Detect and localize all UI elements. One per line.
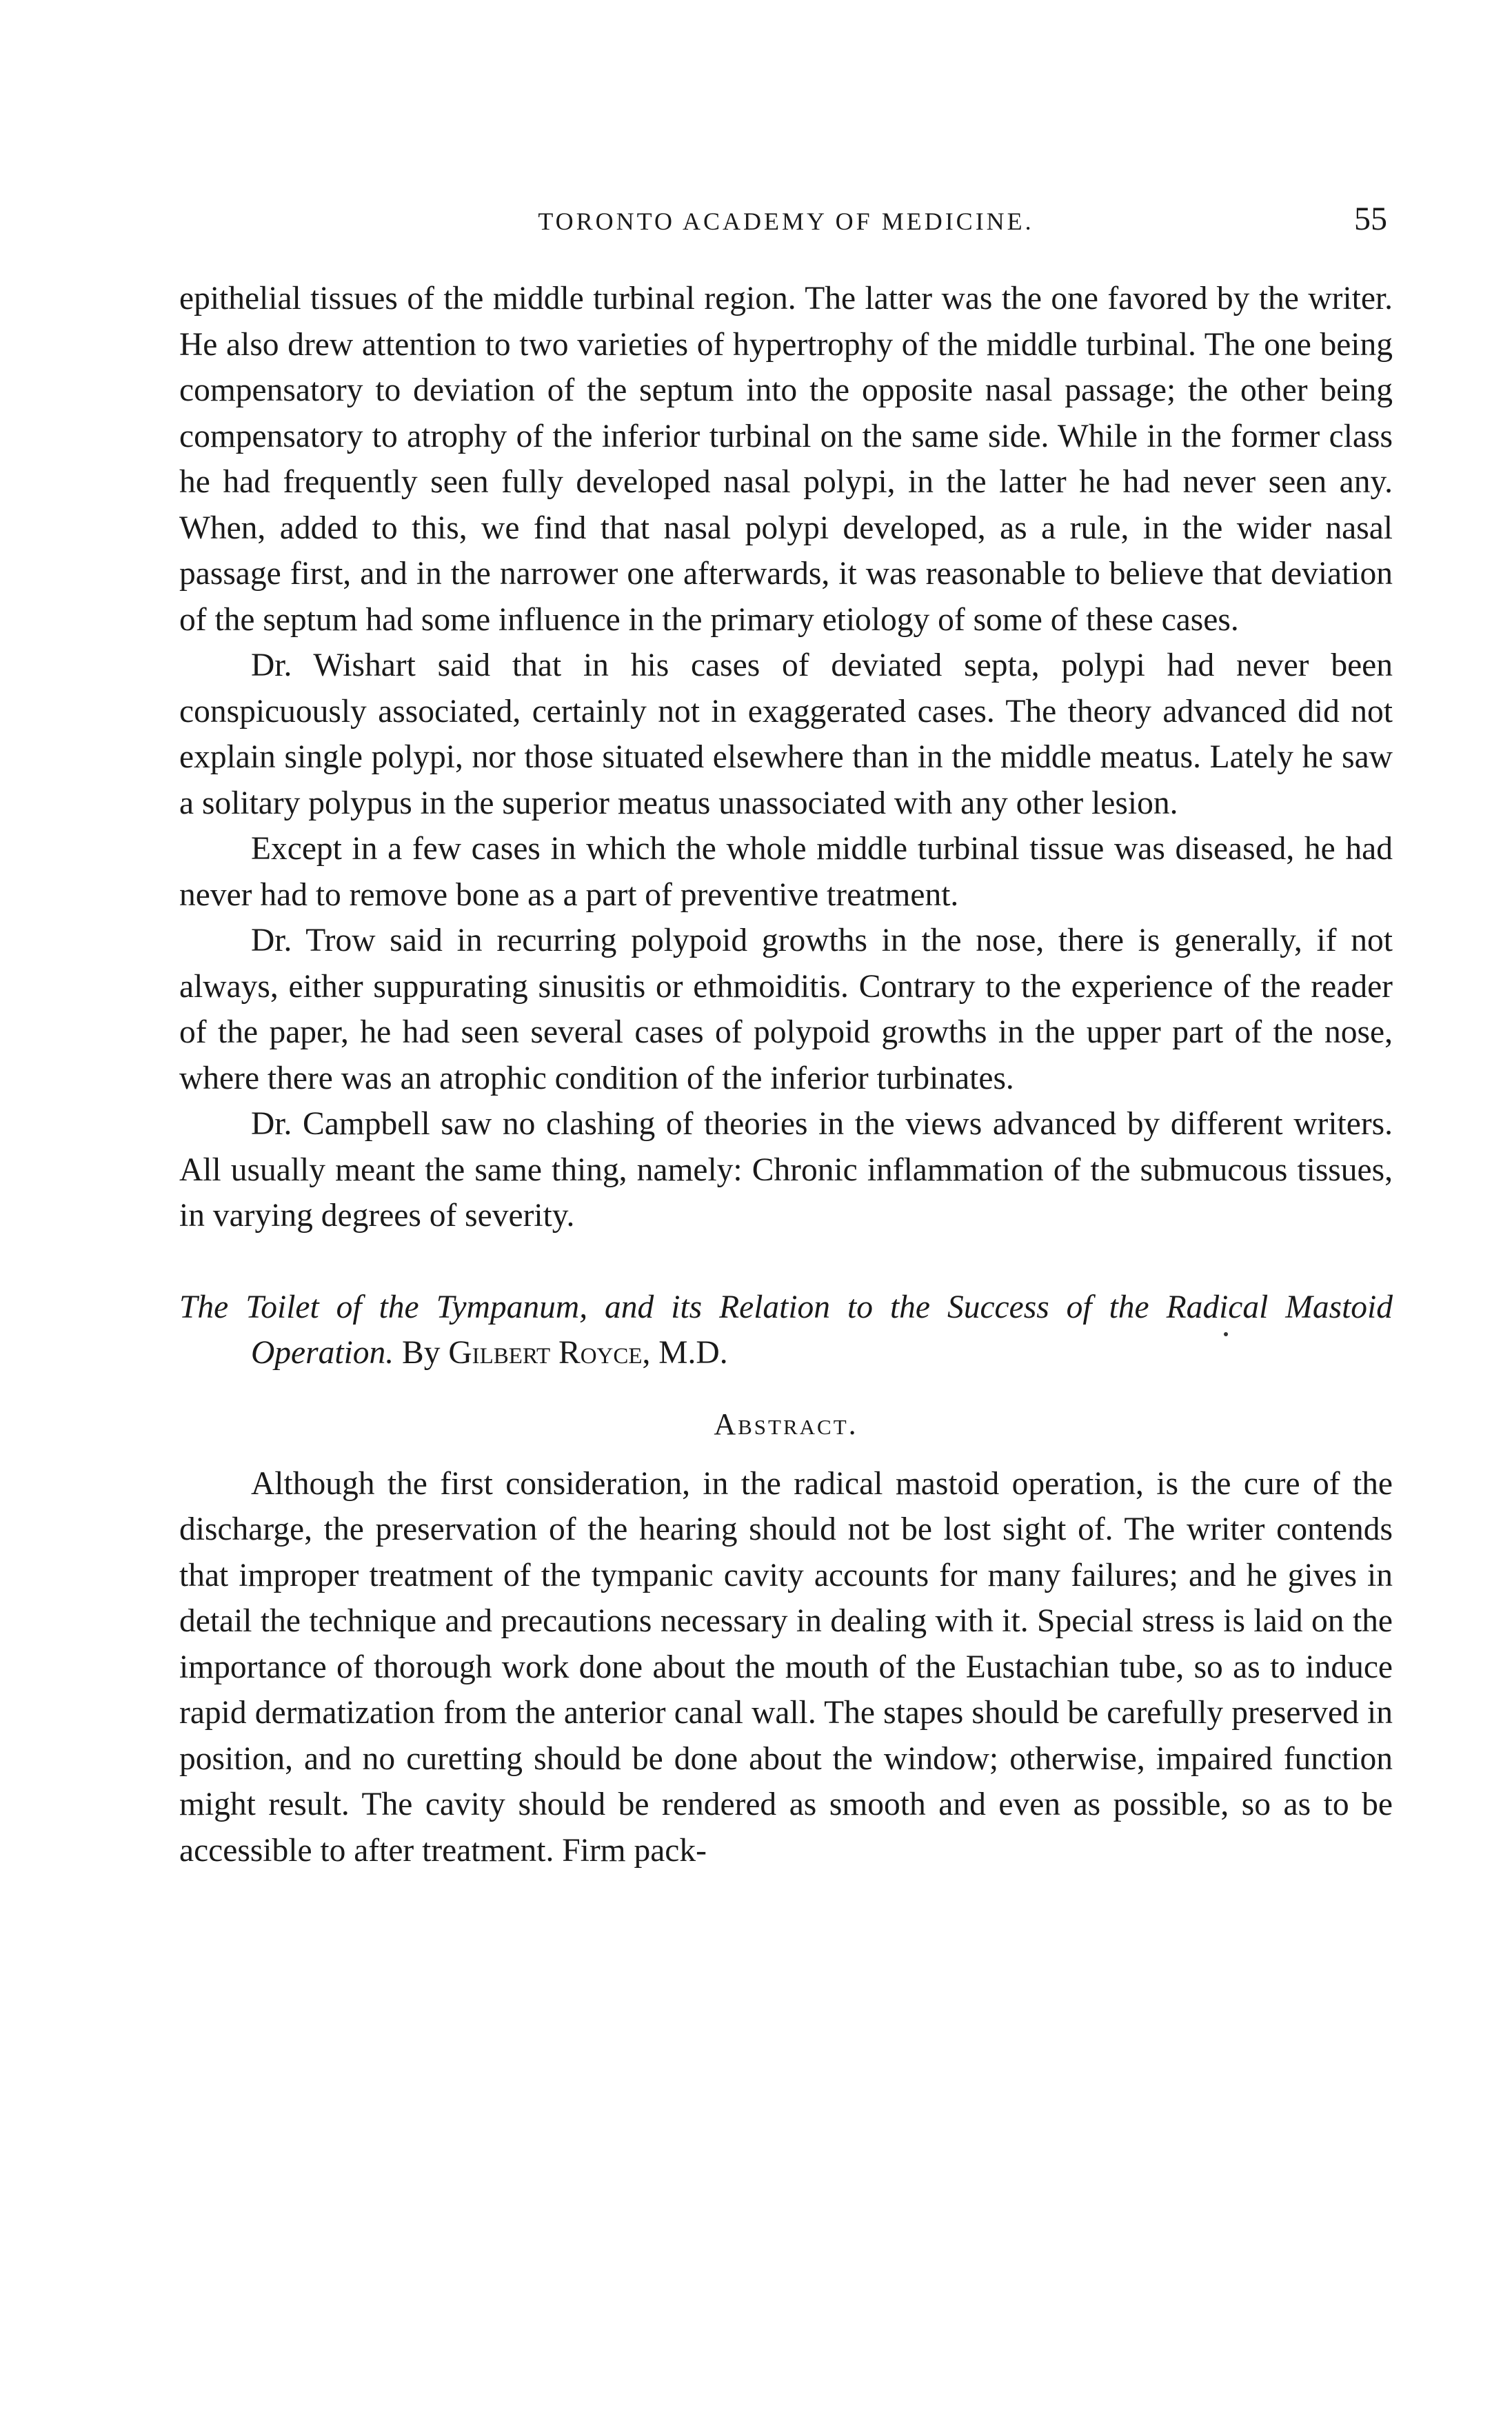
author-degree: , M.D. <box>642 1335 728 1371</box>
page-number: 55 <box>1354 201 1387 237</box>
running-head: TORONTO ACADEMY OF MEDICINE. <box>538 208 1034 235</box>
discussion-paragraph: Dr. Wishart said that in his cases of deviated septa, polypi had never been conspicuously associated, certainly not in exaggerated cases. The theory advanced did not explain single polypi, nor those situated elsewhere than in the middle meatus. Lately he saw a solitary polypus in the superior meatus unassociated with any other lesion. <box>179 647 1393 821</box>
abstract-paragraph: Although the first consideration, in the radical mastoid operation, is the cure of the discharge, the preservation of the hearing should not be lost sight of. The writer contends that improper treatment of the tympanic cavity accounts for many failures; and he gives in detail the technique and precautions necessary in dealing with it. Special stress is laid on the importance of thorough work done about the mouth of the Eustachian tube, so as to induce rapid dermatization from the anterior canal wall. The stapes should be carefully preserved in position, and no curetting should be done about the window; otherwise, impaired function might result. The cavity should be rendered as smooth and even as possible, so as to be accessible to after treatment. Firm pack- <box>179 1465 1393 1869</box>
abstract-heading: Abstract. <box>714 1407 858 1441</box>
page-header <box>179 200 1393 255</box>
discussion-paragraph: Dr. Campbell saw no clashing of theories in the views advanced by different writers. All usually meant the same thing, namely: Chronic inflammation of the submucous tissues, in varying degrees of severity. <box>179 1106 1393 1234</box>
stray-mark <box>1224 1332 1228 1336</box>
author-name: Gilbert Royce <box>448 1335 643 1371</box>
discussion-paragraph: epithelial tissues of the middle turbinal region. The latter was the one favored by the writer. He also drew attention to two varieties of hypertrophy of the middle turbinal. The one being compensatory to deviation of the septum into the opposite nasal passage; the other being compensatory to atrophy of the inferior turbinal on the same side. While in the former class he had frequently seen fully developed nasal polypi, in the latter he had never seen any. When, added to this, we find that nasal polypi developed, as a rule, in the wider nasal passage first, and in the narrower one afterwards, it was reasonable to believe that deviation of the septum had some influence in the primary etiology of some of these cases. <box>179 281 1393 638</box>
book-page <box>179 200 1393 1873</box>
byline-by: By <box>402 1335 441 1371</box>
paper-title: The Toilet of the Tympanum, and its Relation to the Success of the Radical Mastoid Operation. <box>179 1289 1393 1371</box>
paper-title-block <box>179 1285 1393 1376</box>
discussion-paragraph: Except in a few cases in which the whole middle turbinal tissue was diseased, he had never had to remove bone as a part of preventive treatment. <box>179 831 1393 913</box>
discussion-paragraph: Dr. Trow said in recurring polypoid growths in the nose, there is generally, if not always, either suppurating sinusitis or ethmoiditis. Contrary to the experience of the reader of the paper, he had seen several cases of polypoid growths in the upper part of the nose, where there was an atrophic condition of the inferior turbinates. <box>179 923 1393 1096</box>
